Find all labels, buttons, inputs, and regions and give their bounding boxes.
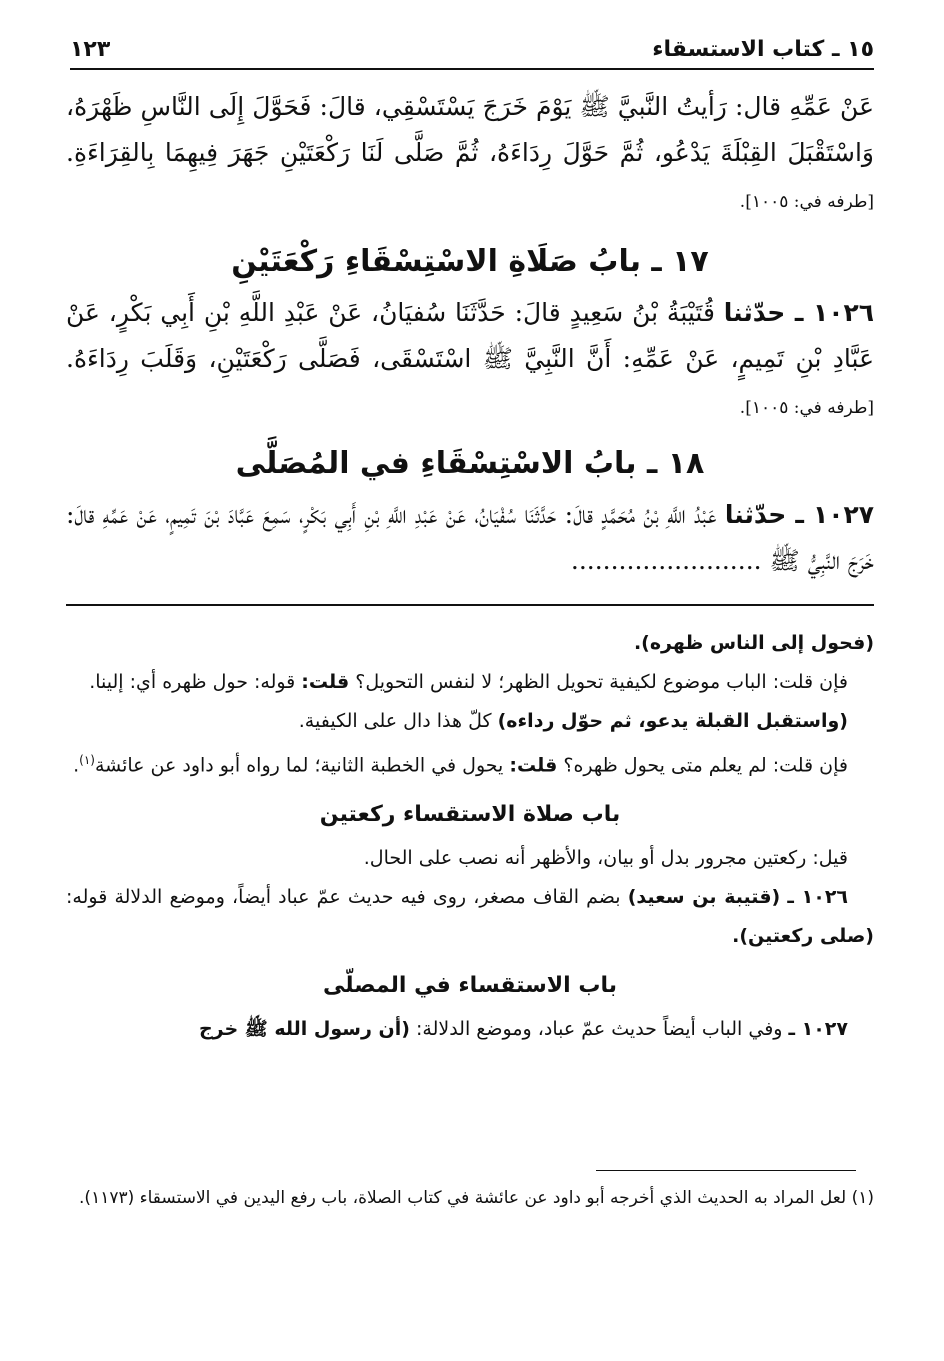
hadith-number: ١٠٢٧ ـ bbox=[788, 1018, 848, 1041]
quoted-phrase: (قتيبة بن سعيد) bbox=[627, 886, 781, 909]
sharh-commentary bbox=[66, 624, 874, 1049]
sharh-text: قوله: حول ظهره أي: إلينا. bbox=[89, 671, 296, 693]
running-header bbox=[70, 22, 874, 70]
cross-reference: [طرفه في: ١٠٠٥]. bbox=[739, 192, 874, 212]
qult-label: قلت: bbox=[301, 671, 350, 693]
qult-label: قلت: bbox=[509, 754, 558, 777]
sharh-paragraph bbox=[66, 878, 874, 956]
footnote-text: لعل المراد به الحديث الذي أخرجه أبو داود عن عائشة في كتاب الصلاة، باب رفع اليدين في الاستسقاء (١١٧٣). bbox=[79, 1188, 847, 1208]
sharh-paragraph bbox=[66, 839, 874, 878]
cross-reference: [طرفه في: ١٠٠٥]. bbox=[739, 398, 874, 418]
matn-opening bbox=[66, 84, 874, 225]
hadith-1026 bbox=[66, 290, 874, 431]
chapter-title: ١٥ ـ كتاب الاستسقاء bbox=[652, 37, 874, 62]
hadith-number: ١٠٢٦ ـ bbox=[787, 886, 849, 909]
sharh-text: . bbox=[73, 754, 80, 777]
bab-heading-17: ١٧ ـ بابُ صَلَاةِ الاسْتِسْقَاءِ رَكْعَتَيْنِ bbox=[231, 244, 709, 279]
sharh-text: وفي الباب أيضاً حديث عمّ عباد، وموضع الدلالة: bbox=[416, 1018, 783, 1041]
sharh-text: يحول في الخطبة الثانية؛ لما رواه أبو داود عن عائشة bbox=[94, 754, 504, 777]
sharh-text: قيل: ركعتين مجرور بدل أو بيان، والأظهر أنه نصب على الحال. bbox=[363, 847, 848, 870]
hadith-text: عَنْ عَمِّهِ قال: رَأيتُ النَّبيَّ ﷺ يَوْمَ خَرَجَ يَسْتَسْقِي، قالَ: فَحَوَّلَ إِلَى النَّاسِ ظَهْرَهُ، وَاسْتَقْبَلَ القِبْلَةَ يَدْعُو، ثُمَّ حَوَّلَ رِدَاءَهُ، ثُمَّ صَلَّى لَنَا رَكْعَتَيْنِ جَهَرَ فِيهِمَا بِالقِرَاءَةِ. bbox=[66, 92, 874, 167]
sharh-heading-bab18: باب الاستقساء في المصلّى bbox=[322, 973, 617, 999]
footnote bbox=[66, 1182, 874, 1214]
sharh-paragraph bbox=[66, 702, 874, 741]
matn-sharh-divider bbox=[66, 604, 874, 606]
sharh-paragraph bbox=[66, 1010, 874, 1049]
footnote-rule bbox=[596, 1170, 856, 1171]
sharh-paragraph bbox=[66, 663, 874, 702]
quoted-phrase: (صلى ركعتين). bbox=[732, 925, 874, 948]
sharh-text: بضم القاف مصغر، روى فيه حديث عمّ عباد أيضاً، وموضع الدلالة قوله: bbox=[66, 886, 621, 909]
hadith-text: عَبْدُ اللَّهِ بْنُ مُحَمَّدٍ قالَ: حَدَّثَنَا سُفْيَانُ، عَنْ عَبْدِ اللَّهِ بْنِ أَبِي بَكْرٍ، سَمِعَ عَبَّادَ بْنَ تَمِيمٍ، عَنْ عَمِّهِ قالَ: خَرَجَ النَّبِيُّ ﷺ ........................ bbox=[66, 500, 874, 575]
sharh-paragraph bbox=[66, 624, 874, 663]
quoted-phrase: (واستقبل القبلة يدعو، ثم حوّل رداءه) bbox=[497, 710, 848, 732]
sharh-heading-bab17: باب صلاة الاستقساء ركعتين bbox=[319, 802, 621, 828]
sharh-text: فإن قلت: الباب موضوع لكيفية تحويل الظهر؛ لا لنفس التحويل؟ bbox=[355, 671, 848, 693]
bab-heading-18: ١٨ ـ بابُ الاسْتِسْقَاءِ في المُصَلَّى bbox=[235, 446, 705, 481]
quoted-phrase: (أن رسول الله ﷺ خرج bbox=[198, 1018, 410, 1041]
footnote-number: (١) bbox=[851, 1188, 874, 1208]
sharh-text: فإن قلت: لم يعلم متى يحول ظهره؟ bbox=[563, 754, 848, 777]
hadith-number: ١٠٢٧ ـ حدّثنا bbox=[724, 500, 874, 529]
quoted-phrase: (فحول إلى الناس ظهره). bbox=[633, 632, 874, 654]
sharh-paragraph bbox=[66, 741, 874, 785]
hadith-1027 bbox=[66, 492, 874, 584]
page-number: ١٢٣ bbox=[70, 37, 111, 62]
sharh-text: كلّ هذا دال على الكيفية. bbox=[298, 710, 492, 732]
hadith-number: ١٠٢٦ ـ حدّثنا bbox=[723, 298, 875, 327]
hadith-text: قُتَيْبَةُ بْنُ سَعِيدٍ قالَ: حَدَّثَنَا سُفيَانُ، عَنْ عَبْدِ اللَّهِ بْنِ أَبِي بَكْرٍ، عَنْ عَبَّادِ بْنِ تَمِيمٍ، عَنْ عَمِّهِ: أَنَّ النَّبِيَّ ﷺ اسْتَسْقَى، فَصَلَّى رَكْعَتَيْنِ، وَقَلَبَ رِدَاءَهُ. bbox=[66, 298, 874, 373]
footnote-marker[interactable]: (١) bbox=[79, 753, 95, 767]
